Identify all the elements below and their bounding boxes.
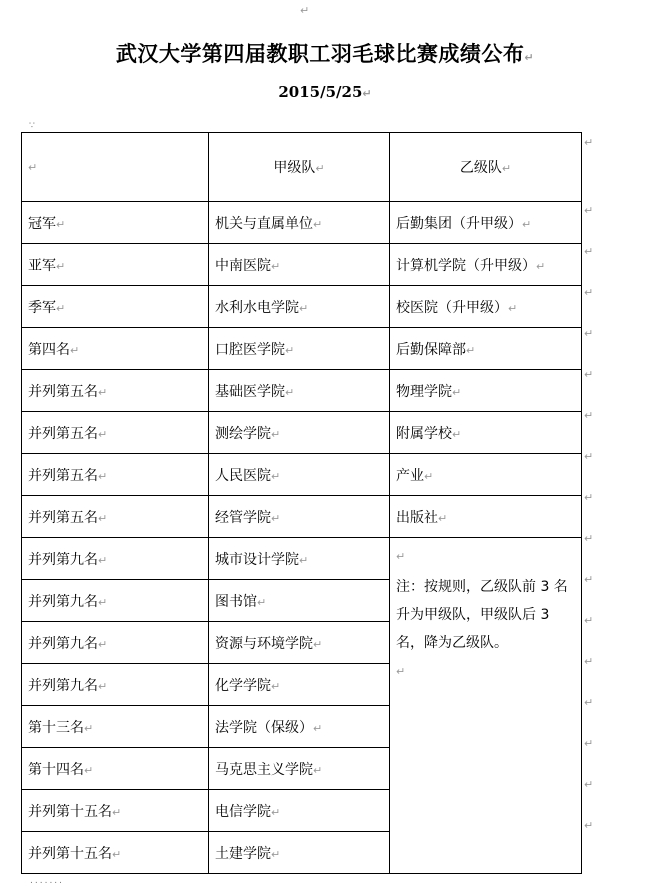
- group-b-cell-text: 后勤保障部: [396, 341, 466, 358]
- bottom-dots: .......: [30, 876, 65, 886]
- row-end-mark: ↵: [584, 737, 594, 750]
- paragraph-mark: ↵: [362, 87, 372, 100]
- group-a-cell[interactable]: [209, 790, 390, 832]
- paragraph-mark: ↵: [299, 553, 309, 567]
- group-b-cell-text: 出版社: [396, 509, 438, 526]
- header-group-a: 甲级队: [273, 160, 316, 176]
- paragraph-mark: ↵: [98, 427, 108, 441]
- paragraph-mark: ↵: [313, 637, 323, 651]
- paragraph-mark: ↵: [466, 343, 476, 357]
- rank-cell-text: 并列第五名: [28, 383, 98, 400]
- rank-cell[interactable]: [22, 328, 209, 370]
- row-end-mark: ↵: [584, 696, 594, 709]
- anchor-dots: ∵: [29, 121, 35, 131]
- group-a-cell[interactable]: [209, 244, 390, 286]
- rank-cell-text: 并列第九名: [28, 593, 98, 610]
- rank-cell-text: 并列第九名: [28, 551, 98, 568]
- group-a-cell-text: 电信学院: [215, 803, 271, 820]
- group-a-cell[interactable]: [209, 706, 390, 748]
- paragraph-mark: ↵: [112, 805, 122, 819]
- group-b-cell[interactable]: [390, 286, 582, 328]
- paragraph-mark: ↵: [524, 51, 535, 64]
- document-date: [0, 83, 650, 101]
- group-a-cell-text: 水利水电学院: [215, 299, 299, 316]
- paragraph-mark: ↵: [300, 4, 310, 17]
- paragraph-mark: ↵: [271, 847, 281, 861]
- row-end-mark: ↵: [584, 245, 594, 258]
- group-a-cell[interactable]: [209, 622, 390, 664]
- paragraph-mark: ↵: [28, 161, 38, 174]
- group-a-cell[interactable]: [209, 538, 390, 580]
- paragraph-mark: ↵: [98, 385, 108, 399]
- group-b-cell-text: 产业: [396, 467, 424, 484]
- paragraph-mark: ↵: [452, 427, 462, 441]
- rank-cell-text: 并列第五名: [28, 425, 98, 442]
- paragraph-mark: ↵: [452, 385, 462, 399]
- table-row: [22, 538, 582, 580]
- row-end-mark: ↵: [584, 532, 594, 545]
- paragraph-mark: ↵: [98, 469, 108, 483]
- row-end-mark: ↵: [584, 204, 594, 217]
- group-a-cell[interactable]: [209, 580, 390, 622]
- paragraph-mark: ↵: [98, 595, 108, 609]
- row-end-mark: ↵: [584, 409, 594, 422]
- header-group-b: 乙级队: [459, 160, 502, 176]
- paragraph-mark: ↵: [84, 721, 94, 735]
- group-a-cell[interactable]: [209, 202, 390, 244]
- paragraph-mark: ↵: [315, 162, 325, 175]
- group-b-cell-text: 计算机学院（升甲级）: [396, 257, 536, 274]
- paragraph-mark: ↵: [522, 217, 532, 231]
- paragraph-mark: ↵: [98, 553, 108, 567]
- rank-cell[interactable]: [22, 664, 209, 706]
- header-group-b-cell[interactable]: [390, 133, 582, 202]
- rank-cell[interactable]: [22, 202, 209, 244]
- rank-cell[interactable]: [22, 454, 209, 496]
- rank-cell-text: 并列第九名: [28, 635, 98, 652]
- group-a-cell-text: 测绘学院: [215, 425, 271, 442]
- group-a-cell-text: 城市设计学院: [215, 551, 299, 568]
- paragraph-mark: ↵: [56, 217, 66, 231]
- results-table-body: [22, 133, 582, 874]
- rank-cell-text: 第十三名: [28, 719, 84, 736]
- group-a-cell[interactable]: [209, 664, 390, 706]
- row-end-mark: ↵: [584, 450, 594, 463]
- group-a-cell-text: 经管学院: [215, 509, 271, 526]
- paragraph-mark: ↵: [299, 301, 309, 315]
- paragraph-mark: ↵: [508, 301, 518, 315]
- paragraph-mark: ↵: [112, 847, 122, 861]
- rank-cell-text: 季军: [28, 299, 56, 316]
- paragraph-mark: ↵: [271, 511, 281, 525]
- row-end-mark: ↵: [584, 573, 594, 586]
- group-a-cell-text: 基础医学院: [215, 383, 285, 400]
- table-row: [22, 496, 582, 538]
- row-end-mark: ↵: [584, 327, 594, 340]
- paragraph-mark: ↵: [424, 469, 434, 483]
- rank-cell-text: 并列第五名: [28, 467, 98, 484]
- paragraph-mark: ↵: [56, 301, 66, 315]
- group-b-cell-text: 校医院（升甲级）: [396, 299, 508, 316]
- table-row: [22, 370, 582, 412]
- group-b-cell[interactable]: [390, 202, 582, 244]
- header-group-a-cell[interactable]: [209, 133, 390, 202]
- group-b-cell-text: 物理学院: [396, 383, 452, 400]
- paragraph-mark: ↵: [271, 427, 281, 441]
- paragraph-mark: ↵: [438, 511, 448, 525]
- rank-cell-text: 冠军: [28, 215, 56, 232]
- group-a-cell-text: 土建学院: [215, 845, 271, 862]
- paragraph-mark: ↵: [257, 595, 267, 609]
- document-title: [0, 38, 650, 68]
- rank-cell-text: 并列第十五名: [28, 803, 112, 820]
- group-a-cell-text: 化学学院: [215, 677, 271, 694]
- rank-cell-text: 并列第五名: [28, 509, 98, 526]
- group-b-cell[interactable]: [390, 370, 582, 412]
- group-a-cell-text: 马克思主义学院: [215, 761, 313, 778]
- paragraph-mark: ↵: [313, 217, 323, 231]
- group-a-cell[interactable]: [209, 832, 390, 874]
- paragraph-mark: ↵: [271, 469, 281, 483]
- rank-cell[interactable]: [22, 622, 209, 664]
- group-a-cell[interactable]: [209, 412, 390, 454]
- rank-cell-text: 并列第九名: [28, 677, 98, 694]
- date-text: 2015/5/25: [278, 83, 363, 101]
- paragraph-mark: ↵: [501, 162, 512, 175]
- paragraph-mark: ↵: [271, 805, 281, 819]
- group-a-cell-text: 法学院（保级）: [215, 719, 313, 736]
- group-a-cell-text: 人民医院: [215, 467, 271, 484]
- group-a-cell[interactable]: [209, 748, 390, 790]
- paragraph-mark: ↵: [285, 343, 295, 357]
- group-a-cell-text: 口腔医学院: [215, 341, 285, 358]
- row-end-mark: ↵: [584, 819, 594, 832]
- note-cell[interactable]: [390, 538, 582, 874]
- group-b-cell[interactable]: [390, 412, 582, 454]
- group-a-cell[interactable]: [209, 328, 390, 370]
- note-text: 注：按规则，乙级队前 3 名升为甲级队，甲级队后 3 名，降为乙级队。: [396, 579, 568, 651]
- rank-cell-text: 亚军: [28, 257, 56, 274]
- group-b-cell[interactable]: [390, 244, 582, 286]
- paragraph-mark: ↵: [313, 763, 323, 777]
- group-a-cell[interactable]: [209, 454, 390, 496]
- table-header-row: [22, 133, 582, 202]
- rank-cell[interactable]: [22, 748, 209, 790]
- rank-cell[interactable]: [22, 790, 209, 832]
- group-b-cell[interactable]: [390, 454, 582, 496]
- paragraph-mark: ↵: [396, 665, 406, 678]
- group-b-cell[interactable]: [390, 328, 582, 370]
- paragraph-mark: ↵: [56, 259, 66, 273]
- table-row: [22, 202, 582, 244]
- rank-cell[interactable]: [22, 244, 209, 286]
- rank-cell[interactable]: [22, 538, 209, 580]
- paragraph-mark: ↵: [98, 511, 108, 525]
- row-end-mark: ↵: [584, 286, 594, 299]
- rank-cell[interactable]: [22, 412, 209, 454]
- paragraph-mark: ↵: [396, 550, 406, 563]
- table-row: [22, 244, 582, 286]
- paragraph-mark: ↵: [84, 763, 94, 777]
- rank-cell[interactable]: [22, 706, 209, 748]
- paragraph-mark: ↵: [313, 721, 323, 735]
- paragraph-mark: ↵: [271, 679, 281, 693]
- group-b-cell-text: 附属学校: [396, 425, 452, 442]
- group-a-cell-text: 中南医院: [215, 257, 271, 274]
- paragraph-mark: ↵: [285, 385, 295, 399]
- group-a-cell-text: 资源与环境学院: [215, 635, 313, 652]
- table-row: [22, 412, 582, 454]
- row-end-mark: ↵: [584, 614, 594, 627]
- group-b-cell[interactable]: [390, 496, 582, 538]
- row-end-mark: ↵: [584, 136, 594, 149]
- header-rank-cell[interactable]: [22, 133, 209, 202]
- paragraph-mark: ↵: [98, 637, 108, 651]
- paragraph-mark: ↵: [70, 343, 80, 357]
- title-text: 武汉大学第四届教职工羽毛球比赛成绩公布: [115, 41, 525, 66]
- rank-cell[interactable]: [22, 370, 209, 412]
- rank-cell[interactable]: [22, 580, 209, 622]
- table-row: [22, 454, 582, 496]
- paragraph-mark: ↵: [271, 259, 281, 273]
- row-end-mark: ↵: [584, 778, 594, 791]
- table-row: [22, 286, 582, 328]
- group-a-cell[interactable]: [209, 370, 390, 412]
- rank-cell-text: 第十四名: [28, 761, 84, 778]
- group-a-cell-text: 机关与直属单位: [215, 215, 313, 232]
- rank-cell-text: 第四名: [28, 341, 70, 358]
- results-table: [21, 132, 582, 874]
- row-end-mark: ↵: [584, 368, 594, 381]
- group-a-cell-text: 图书馆: [215, 593, 257, 610]
- paragraph-mark: ↵: [98, 679, 108, 693]
- rank-cell-text: 并列第十五名: [28, 845, 112, 862]
- row-end-mark: ↵: [584, 655, 594, 668]
- rank-cell[interactable]: [22, 496, 209, 538]
- rank-cell[interactable]: [22, 832, 209, 874]
- table-row: [22, 328, 582, 370]
- group-b-cell-text: 后勤集团（升甲级）: [396, 215, 522, 232]
- paragraph-mark: ↵: [536, 259, 546, 273]
- group-a-cell[interactable]: [209, 496, 390, 538]
- group-a-cell[interactable]: [209, 286, 390, 328]
- row-end-mark: ↵: [584, 491, 594, 504]
- rank-cell[interactable]: [22, 286, 209, 328]
